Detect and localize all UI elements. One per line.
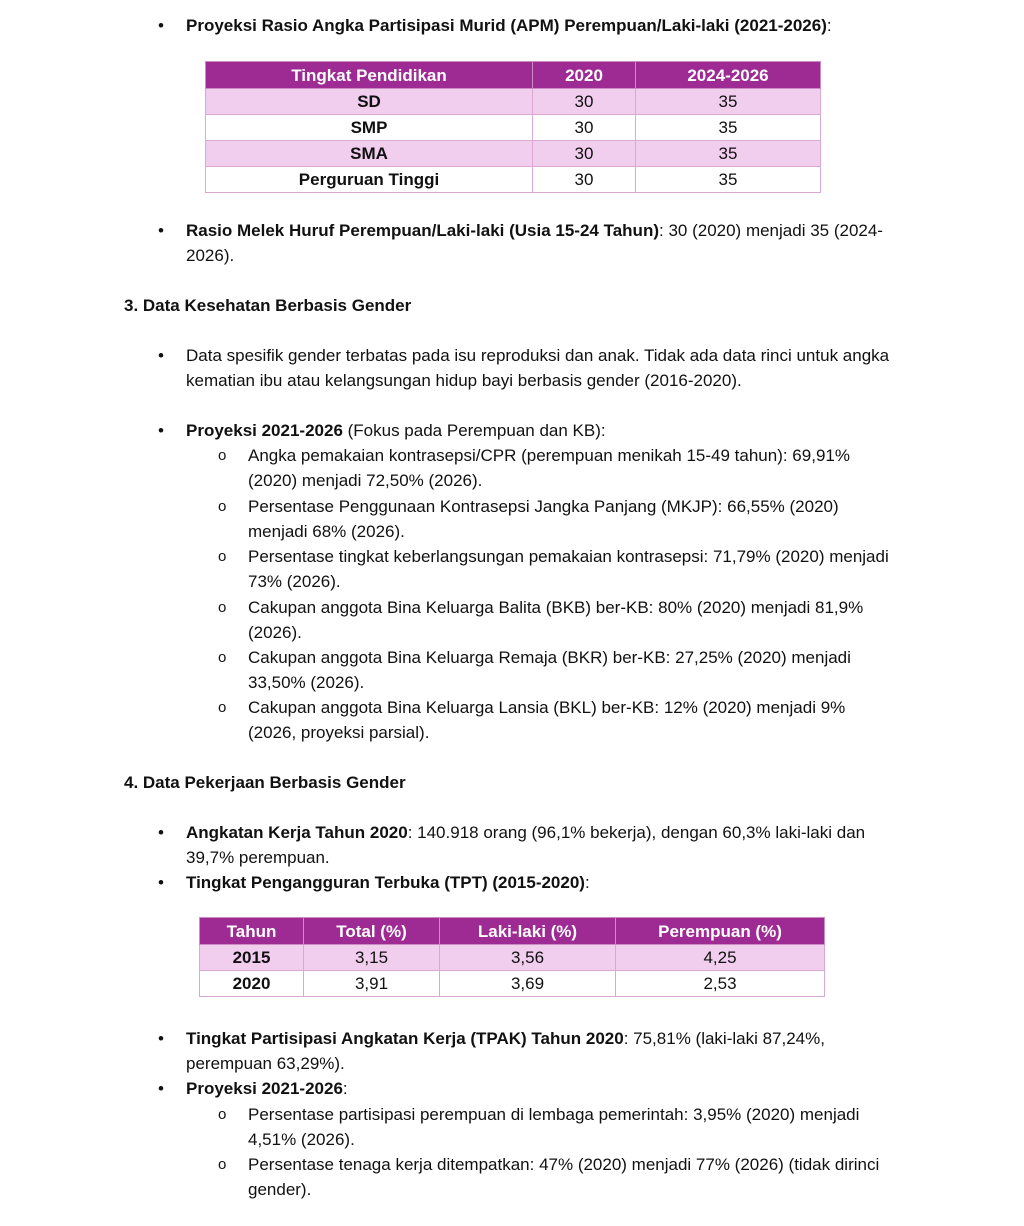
bullet-literacy xyxy=(158,218,898,268)
bullet-text: Data spesifik gender terbatas pada isu reproduksi dan anak. Tidak ada data rinci untuk angka kematian ibu atau kelangsungan hidup bayi berbasis gender (2016-2020). xyxy=(186,346,890,390)
bullet-bold: Proyeksi 2021-2026 xyxy=(186,421,343,440)
sub-bullet-icon: o xyxy=(218,1106,227,1123)
sub-item xyxy=(218,645,898,695)
apm-table xyxy=(205,61,821,193)
sub-item-text: Cakupan anggota Bina Keluarga Lansia (BKL) ber-KB: 12% (2020) menjadi 9% (2026, proyeksi parsial). xyxy=(248,698,846,742)
header-cell: 2024-2026 xyxy=(636,62,821,89)
sub-bullet-icon: o xyxy=(218,599,227,616)
cell: 30 xyxy=(533,167,636,193)
cell: 35 xyxy=(636,89,821,115)
sub-item xyxy=(218,695,898,745)
bullet-icon: • xyxy=(158,16,164,35)
bullet-bold: Rasio Melek Huruf Perempuan/Laki-laki (Usia 15-24 Tahun) xyxy=(186,221,659,240)
sub-bullet-icon: o xyxy=(218,447,227,464)
cell: 35 xyxy=(636,167,821,193)
bullet-text: : 140.918 orang (96,1% bekerja), dengan 60,3% laki-laki dan 39,7% perempuan. xyxy=(186,823,866,867)
bullet-apm-projection xyxy=(158,13,898,38)
bullet-bold: Proyeksi 2021-2026 xyxy=(186,1079,343,1098)
bullet-icon: • xyxy=(158,1079,164,1098)
sub-bullet-icon: o xyxy=(218,548,227,565)
sub-bullet-icon: o xyxy=(218,498,227,515)
cell: 2015 xyxy=(200,945,304,971)
bullet-bold: Angkatan Kerja Tahun 2020 xyxy=(186,823,408,842)
sub-item-text: Persentase tenaga kerja ditempatkan: 47% (2020) menjadi 77% (2026) (tidak dirinci gender). xyxy=(248,1155,880,1199)
cell: 30 xyxy=(533,115,636,141)
table-row xyxy=(206,141,821,167)
table-header-row xyxy=(206,62,821,89)
sub-item-text: Persentase partisipasi perempuan di lembaga pemerintah: 3,95% (2020) menjadi 4,51% (2026). xyxy=(248,1105,860,1149)
cell: SMA xyxy=(206,141,533,167)
cell: 30 xyxy=(533,89,636,115)
bullet-bold: Tingkat Pengangguran Terbuka (TPT) (2015-2020) xyxy=(186,873,585,892)
sub-bullet-icon: o xyxy=(218,699,227,716)
bullet-text: : xyxy=(826,16,832,35)
table-header-row xyxy=(200,918,825,945)
header-cell: 2020 xyxy=(533,62,636,89)
bullet-tpt xyxy=(158,870,898,895)
bullet-text: : xyxy=(584,873,590,892)
bullet-text: : 30 (2020) menjadi 35 (2024-2026). xyxy=(186,221,883,265)
section-heading-health: 3. Data Kesehatan Berbasis Gender xyxy=(124,296,412,315)
sub-item xyxy=(218,544,898,594)
cell: 3,15 xyxy=(304,945,440,971)
cell: 3,69 xyxy=(440,971,616,997)
cell: 2020 xyxy=(200,971,304,997)
sub-item xyxy=(218,1102,898,1152)
bullet-icon: • xyxy=(158,1029,164,1048)
table-row xyxy=(206,167,821,193)
bullet-text: : 75,81% (laki-laki 87,24%, perempuan 63,29%). xyxy=(186,1029,825,1073)
sub-bullet-icon: o xyxy=(218,1156,227,1173)
sub-bullet-icon: o xyxy=(218,649,227,666)
sub-item-text: Persentase tingkat keberlangsungan pemakaian kontrasepsi: 71,79% (2020) menjadi 73% (2026). xyxy=(248,547,889,591)
table-row xyxy=(200,945,825,971)
header-cell: Tingkat Pendidikan xyxy=(206,62,533,89)
header-cell: Perempuan (%) xyxy=(616,918,825,945)
table-row xyxy=(206,115,821,141)
bullet-icon: • xyxy=(158,346,164,365)
cell: SD xyxy=(206,89,533,115)
bullet-text: : xyxy=(342,1079,348,1098)
bullet-health-projection xyxy=(158,418,898,443)
cell: 3,91 xyxy=(304,971,440,997)
sub-item-text: Cakupan anggota Bina Keluarga Balita (BKB) ber-KB: 80% (2020) menjadi 81,9% (2026). xyxy=(248,598,864,642)
table-row xyxy=(206,89,821,115)
bullet-text: (Fokus pada Perempuan dan KB): xyxy=(342,421,606,440)
cell: SMP xyxy=(206,115,533,141)
sub-item-text: Angka pemakaian kontrasepsi/CPR (perempuan menikah 15-49 tahun): 69,91% (2020) menjadi 72,50% (2026). xyxy=(248,446,850,490)
header-cell: Laki-laki (%) xyxy=(440,918,616,945)
bullet-health-data xyxy=(158,343,898,393)
header-cell: Tahun xyxy=(200,918,304,945)
bullet-icon: • xyxy=(158,873,164,892)
bullet-icon: • xyxy=(158,221,164,240)
bullet-tpak xyxy=(158,1026,898,1076)
cell: 4,25 xyxy=(616,945,825,971)
cell: 35 xyxy=(636,115,821,141)
bullet-labor-force xyxy=(158,820,898,870)
cell: Perguruan Tinggi xyxy=(206,167,533,193)
tpt-table xyxy=(199,917,825,997)
section-heading-employment: 4. Data Pekerjaan Berbasis Gender xyxy=(124,773,406,792)
bullet-bold: Tingkat Partisipasi Angkatan Kerja (TPAK) Tahun 2020 xyxy=(186,1029,624,1048)
bullet-employment-projection xyxy=(158,1076,898,1101)
sub-item xyxy=(218,494,898,544)
sub-item-text: Cakupan anggota Bina Keluarga Remaja (BKR) ber-KB: 27,25% (2020) menjadi 33,50% (2026). xyxy=(248,648,851,692)
bullet-bold: Proyeksi Rasio Angka Partisipasi Murid (APM) Perempuan/Laki-laki (2021-2026) xyxy=(186,16,827,35)
header-cell: Total (%) xyxy=(304,918,440,945)
sub-item xyxy=(218,1152,898,1202)
cell: 30 xyxy=(533,141,636,167)
sub-item xyxy=(218,595,898,645)
cell: 2,53 xyxy=(616,971,825,997)
sub-item xyxy=(218,443,898,493)
bullet-icon: • xyxy=(158,823,164,842)
bullet-icon: • xyxy=(158,421,164,440)
cell: 3,56 xyxy=(440,945,616,971)
sub-item-text: Persentase Penggunaan Kontrasepsi Jangka Panjang (MKJP): 66,55% (2020) menjadi 68% (2026). xyxy=(248,497,839,541)
cell: 35 xyxy=(636,141,821,167)
table-row xyxy=(200,971,825,997)
